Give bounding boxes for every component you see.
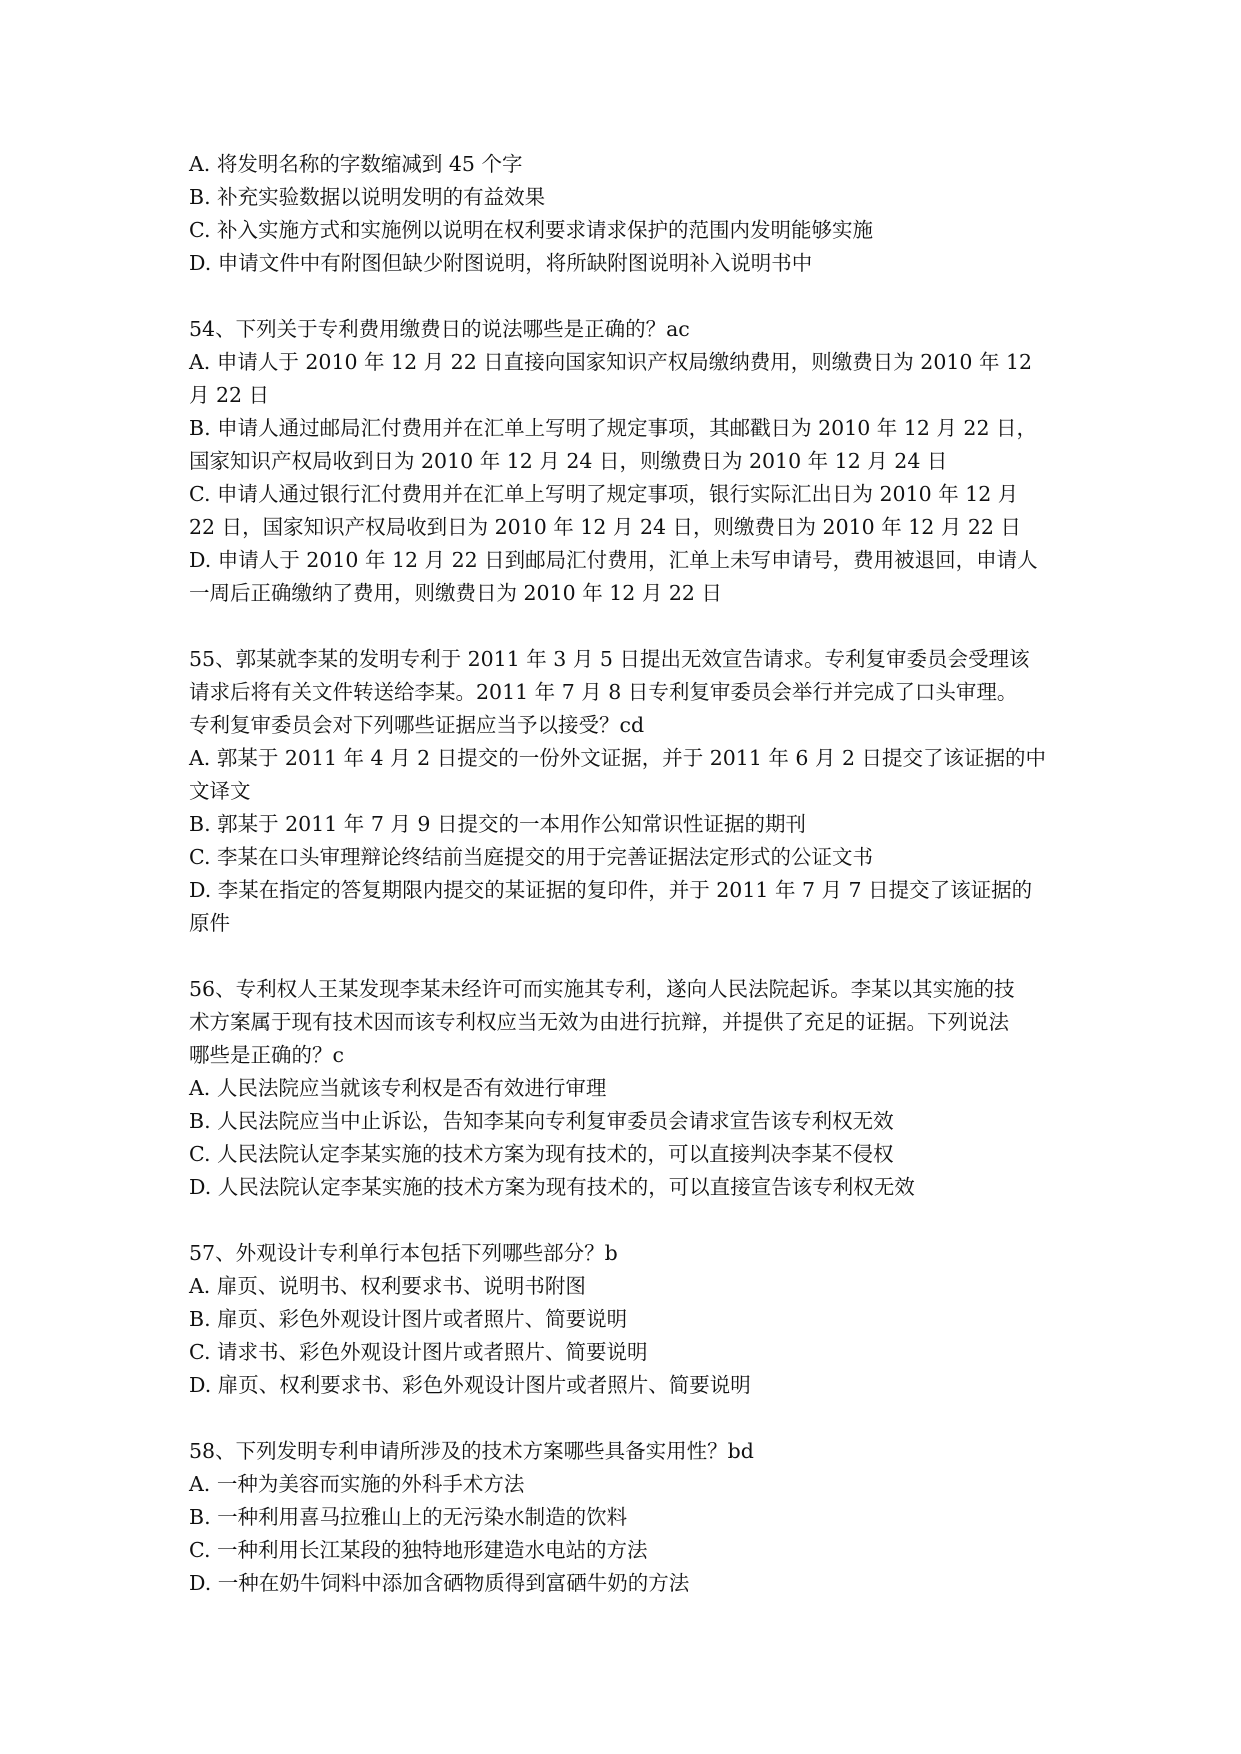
- text-line: C. 李某在口头审理辩论终结前当庭提交的用于完善证据法定形式的公证文书: [189, 845, 873, 869]
- text-line: D. 申请人于 2010 年 12 月 22 日到邮局汇付费用，汇单上未写申请号，费用被退回，申请人: [189, 548, 1038, 572]
- text-line: A. 扉页、说明书、权利要求书、说明书附图: [189, 1274, 586, 1298]
- paragraph-gap: [189, 610, 1069, 643]
- text-line: 术方案属于现有技术因而该专利权应当无效为由进行抗辩，并提供了充足的证据。下列说法: [189, 1010, 1009, 1034]
- question-56: 56、专利权人王某发现李某未经许可而实施其专利，遂向人民法院起诉。李某以其实施的技: [189, 977, 1015, 1001]
- text-line: C. 补入实施方式和实施例以说明在权利要求请求保护的范围内发明能够实施: [189, 218, 873, 242]
- text-line: C. 请求书、彩色外观设计图片或者照片、简要说明: [189, 1340, 648, 1364]
- text-line: 月 22 日: [189, 383, 270, 407]
- text-line: 请求后将有关文件转送给李某。2011 年 7 月 8 日专利复审委员会举行并完成了口头审理。: [189, 680, 1018, 704]
- text-line: 哪些是正确的？c: [189, 1043, 344, 1067]
- paragraph-gap: [189, 280, 1069, 313]
- text-line: B. 申请人通过邮局汇付费用并在汇单上写明了规定事项，其邮戳日为 2010 年 12 月 22 日，: [189, 416, 1038, 440]
- text-line: C. 申请人通过银行汇付费用并在汇单上写明了规定事项，银行实际汇出日为 2010 年 12 月: [189, 482, 1019, 506]
- paragraph-gap: [189, 1204, 1069, 1237]
- text-line: B. 郭某于 2011 年 7 月 9 日提交的一本用作公知常识性证据的期刊: [189, 812, 806, 836]
- text-line: A. 申请人于 2010 年 12 月 22 日直接向国家知识产权局缴纳费用，则缴费日为 2010 年 12: [189, 350, 1033, 374]
- text-line: 22 日，国家知识产权局收到日为 2010 年 12 月 24 日，则缴费日为 2010 年 12 月 22 日: [189, 515, 1021, 539]
- text-line: B. 一种利用喜马拉雅山上的无污染水制造的饮料: [189, 1505, 628, 1529]
- text-line: A. 一种为美容而实施的外科手术方法: [189, 1472, 525, 1496]
- text-line: 原件: [189, 911, 230, 935]
- text-line: B. 补充实验数据以说明发明的有益效果: [189, 185, 546, 209]
- text-line: C. 一种利用长江某段的独特地形建造水电站的方法: [189, 1538, 648, 1562]
- text-line: B. 人民法院应当中止诉讼，告知李某向专利复审委员会请求宣告该专利权无效: [189, 1109, 894, 1133]
- text-line: 一周后正确缴纳了费用，则缴费日为 2010 年 12 月 22 日: [189, 581, 722, 605]
- text-line: D. 申请文件中有附图但缺少附图说明，将所缺附图说明补入说明书中: [189, 251, 813, 275]
- paragraph-gap: [189, 1402, 1069, 1435]
- text-line: 专利复审委员会对下列哪些证据应当予以接受？cd: [189, 713, 645, 737]
- question-57: 57、外观设计专利单行本包括下列哪些部分？b: [189, 1241, 618, 1265]
- text-line: C. 人民法院认定李某实施的技术方案为现有技术的，可以直接判决李某不侵权: [189, 1142, 894, 1166]
- text-line: 文译文: [189, 779, 251, 803]
- text-line: D. 人民法院认定李某实施的技术方案为现有技术的，可以直接宣告该专利权无效: [189, 1175, 915, 1199]
- text-line: D. 李某在指定的答复期限内提交的某证据的复印件，并于 2011 年 7 月 7 日提交了该证据的: [189, 878, 1033, 902]
- paragraph-gap: [189, 940, 1069, 973]
- text-line: A. 将发明名称的字数缩减到 45 个字: [189, 152, 523, 176]
- document-page: [189, 148, 1069, 1600]
- question-58: 58、下列发明专利申请所涉及的技术方案哪些具备实用性？bd: [189, 1439, 754, 1463]
- text-line: A. 人民法院应当就该专利权是否有效进行审理: [189, 1076, 607, 1100]
- text-line: A. 郭某于 2011 年 4 月 2 日提交的一份外文证据，并于 2011 年 6 月 2 日提交了该证据的中: [189, 746, 1047, 770]
- question-54: 54、下列关于专利费用缴费日的说法哪些是正确的？ac: [189, 317, 690, 341]
- text-line: D. 一种在奶牛饲料中添加含硒物质得到富硒牛奶的方法: [189, 1571, 690, 1595]
- text-line: 国家知识产权局收到日为 2010 年 12 月 24 日，则缴费日为 2010 年 12 月 24 日: [189, 449, 948, 473]
- text-line: D. 扉页、权利要求书、彩色外观设计图片或者照片、简要说明: [189, 1373, 751, 1397]
- question-55: 55、郭某就李某的发明专利于 2011 年 3 月 5 日提出无效宣告请求。专利复审委员会受理该: [189, 647, 1030, 671]
- text-line: B. 扉页、彩色外观设计图片或者照片、简要说明: [189, 1307, 628, 1331]
